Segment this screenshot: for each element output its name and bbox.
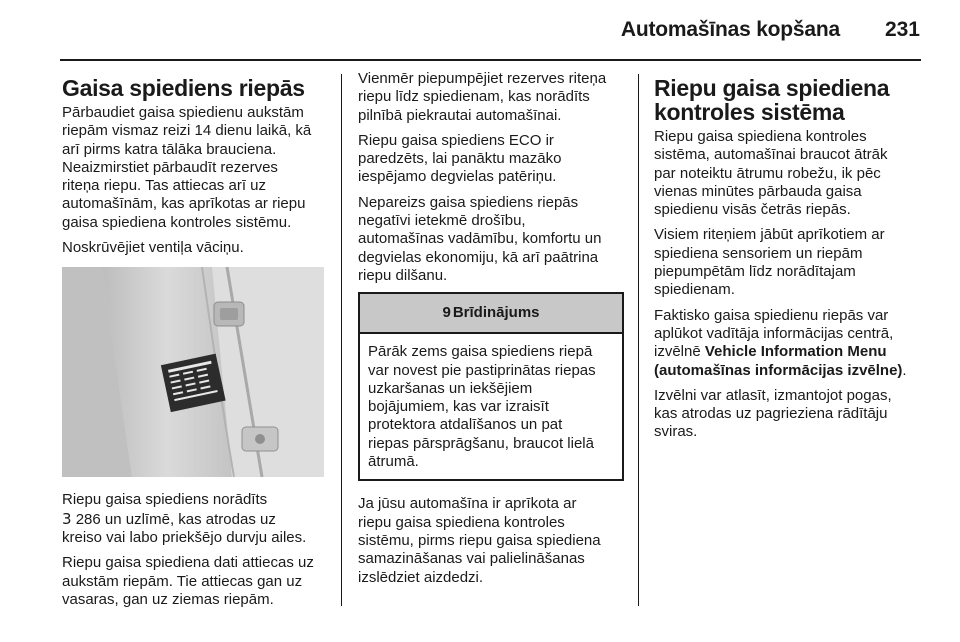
warning-triangle-icon: 9 <box>442 304 451 322</box>
paragraph: Noskrūvējiet ventiļa vāciņu. <box>62 239 244 257</box>
door-pillar-photo <box>62 267 324 477</box>
paragraph-menu-reference: Faktisko gaisa spiedienu riepās var aplūkot vadītāja informācijas centrā, izvēlnē Vehicle Information Menu (automašīnas informācijas izvēlne). <box>654 306 907 379</box>
running-header-title: Automašīnas kopšana <box>620 18 840 41</box>
paragraph-pressure-reference: Riepu gaisa spiediens norādīts 3 286 un uzlīmē, kas atrodas uz kreiso vai labo priekšējo durvju ailes. <box>62 491 307 546</box>
section-heading-tpms: Riepu gaisa spiediena kontroles sistēma <box>654 75 890 125</box>
paragraph: Pārbaudiet gaisa spiedienu aukstām riepām vismaz reizi 14 dienu laikā, kā arī pirms katra tālāka brauciena. Neaizmirstiet pārbaudīt rezerves riteņa riepu. Tas attiecas arī uz automašīnām, kas aprīkotas ar riepu gaisa spiediena kontroles sistēmu. <box>62 104 312 231</box>
cross-reference-arrow-icon: 3 <box>62 509 72 528</box>
paragraph: Vienmēr piepumpējiet rezerves riteņa riepu līdz spiedienam, kas norādīts pilnībā piekrautai automašīnai. <box>358 70 607 124</box>
warning-text: Pārāk zems gaisa spiediens riepā var novest pie pastiprinātas riepas uzkaršanas un iekšējiem bojājumiem, kas var izraisīt protektora atdalīšanos un pat riepas pārsprāgšanu, braucot lielā ātrumā. <box>368 343 596 471</box>
menu-name: Vehicle Information Menu (automašīnas informācijas izvēlne) <box>654 343 903 379</box>
column-1 <box>62 70 330 616</box>
warning-box <box>358 292 624 481</box>
paragraph: Riepu gaisa spiediena kontroles sistēma, automašīnai braucot ātrāk par noteiktu ātrumu robežu, ik pēc vienas minūtes pārbauda gaisa spiedienu visās četrās riepās. <box>654 128 888 219</box>
column-divider <box>638 74 639 606</box>
paragraph: Riepu gaisa spiediena dati attiecas uz aukstām riepām. Tie attiecas gan uz vasaras, gan uz ziemas riepām. <box>62 554 314 608</box>
column-3 <box>654 70 924 449</box>
page-number: 231 <box>884 18 920 41</box>
header-rule <box>60 59 921 61</box>
paragraph: Riepu gaisa spiediens ECO ir paredzēts, lai panāktu mazāko iespējamo degvielas patēriņu. <box>358 131 562 186</box>
tire-pressure-label-illustration <box>62 267 324 477</box>
warning-title: Brīdinājums <box>452 304 540 322</box>
column-2 <box>358 70 628 594</box>
paragraph: Ja jūsu automašīna ir aprīkota ar riepu gaisa spiediena kontroles sistēmu, pirms riepu gaisa spiediena samazināšanas vai palielināšanas izslēdziet aizdedzi. <box>358 495 601 586</box>
warning-header <box>360 294 622 334</box>
column-divider <box>341 74 342 606</box>
paragraph: Visiem riteņiem jābūt aprīkotiem ar spiediena sensoriem un riepām piepumpētām līdz norādītajam spiedienam. <box>654 226 885 299</box>
section-heading-tire-pressure: Gaisa spiediens riepās <box>62 75 305 101</box>
paragraph: Izvēlni var atlasīt, izmantojot pogas, kas atrodas uz pagrieziena rādītāju sviras. <box>654 386 892 441</box>
paragraph: Nepareizs gaisa spiediens riepās negatīvi ietekmē drošību, automašīnas vadāmību, komfortu un degvielas ekonomiju, kā arī paātrina riepu dilšanu. <box>358 193 602 284</box>
